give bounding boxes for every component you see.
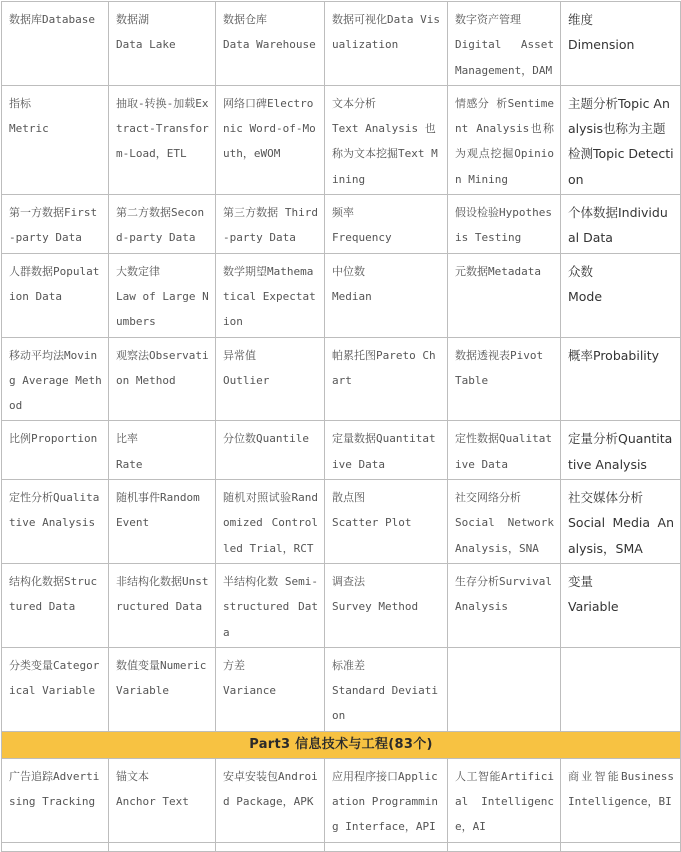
table-cell: 维度 Dimension — [561, 2, 681, 85]
table-cell: 主题分析Topic Analysis也称为主题检测Topic Detection — [561, 86, 681, 194]
table-cell: 第三方数据 Third-party Data — [216, 195, 325, 253]
table-cell: 标准差 Standard Deviation — [325, 648, 448, 731]
table-cell: 情感分 析Sentiment Analysis也称为观点挖掘Opinion Mining — [448, 86, 561, 194]
table-cell: 抽取-转换-加载Extract-Transform-Load，ETL — [109, 86, 216, 194]
table-row — [2, 195, 681, 254]
table-cell: 数学期望Mathematical Expectation — [216, 254, 325, 337]
table-cell: 非结构化数据Unstructured Data — [109, 564, 216, 647]
table-cell: 随机对照试验Randomized Controlled Trial，RCT — [216, 480, 325, 563]
table-cell: 网络口碑Electronic Word-of-Mouth，eWOM — [216, 86, 325, 194]
table-cell: 数据透视表Pivot Table — [448, 338, 561, 421]
table-cell — [448, 843, 561, 851]
table-cell: 人群数据Population Data — [2, 254, 109, 337]
table-cell: 方差 Variance — [216, 648, 325, 731]
table-cell: 结构化数据Structured Data — [2, 564, 109, 647]
table-cell: 指标 Metric — [2, 86, 109, 194]
table-cell — [561, 648, 681, 731]
table-cell: 异常值 Outlier — [216, 338, 325, 421]
table-cell: 数值变量Numeric Variable — [109, 648, 216, 731]
table-cell: 个体数据Individual Data — [561, 195, 681, 253]
table-cell: 安卓安装包Android Package，APK — [216, 759, 325, 842]
table-cell: 锚文本 Anchor Text — [109, 759, 216, 842]
table-cell: 定性分析Qualitative Analysis — [2, 480, 109, 563]
table-cell: 观察法Observation Method — [109, 338, 216, 421]
table-row — [2, 648, 681, 732]
table-cell: 概率Probability — [561, 338, 681, 421]
table-cell — [2, 843, 109, 851]
table-cell: 散点图 Scatter Plot — [325, 480, 448, 563]
table-cell: 文本分析 Text Analysis 也称为文本挖掘Text Mining — [325, 86, 448, 194]
table-row — [2, 564, 681, 648]
table-cell: 定性数据Qualitative Data — [448, 421, 561, 479]
table-row-partial — [2, 843, 681, 852]
table-cell: 定量分析Quantitative Analysis — [561, 421, 681, 479]
table-cell: 调查法 Survey Method — [325, 564, 448, 647]
table-cell: 比例Proportion — [2, 421, 109, 479]
table-cell: 定量数据Quantitative Data — [325, 421, 448, 479]
table-cell: 社交网络分析 Social Network Analysis，SNA — [448, 480, 561, 563]
table-cell: 第二方数据Second-party Data — [109, 195, 216, 253]
table-row — [2, 86, 681, 195]
table-cell: 广告追踪Advertising Tracking — [2, 759, 109, 842]
table-cell: 人工智能Artificial Intelligence，AI — [448, 759, 561, 842]
table-cell: 数字资产管理 Digital Asset Management，DAM — [448, 2, 561, 85]
table-row — [2, 480, 681, 564]
table-cell: 半结构化数 Semi-structured Data — [216, 564, 325, 647]
table-cell: 元数据Metadata — [448, 254, 561, 337]
table-cell: 大数定律 Law of Large Numbers — [109, 254, 216, 337]
table-cell: 众数 Mode — [561, 254, 681, 337]
section-header: Part3 信息技术与工程(83个) — [2, 732, 681, 758]
table-cell: 数据湖 Data Lake — [109, 2, 216, 85]
table-row — [2, 254, 681, 338]
table-cell: 随机事件Random Event — [109, 480, 216, 563]
table-cell: 生存分析Survival Analysis — [448, 564, 561, 647]
table-cell: 数据可视化Data Visualization — [325, 2, 448, 85]
table-row — [2, 2, 681, 86]
table-cell — [109, 843, 216, 851]
table-cell: 变量 Variable — [561, 564, 681, 647]
table-cell: 第一方数据First-party Data — [2, 195, 109, 253]
table-cell — [448, 648, 561, 731]
table-cell: 分类变量Categorical Variable — [2, 648, 109, 731]
table-cell: 分位数Quantile — [216, 421, 325, 479]
table-row — [2, 421, 681, 480]
table-cell: 商业智能Business Intelligence，BI — [561, 759, 681, 842]
table-cell: 社交媒体分析 Social Media Analysis，SMA — [561, 480, 681, 563]
table-cell: 帕累托图Pareto Chart — [325, 338, 448, 421]
table-cell: 假设检验Hypothesis Testing — [448, 195, 561, 253]
table-cell: 比率 Rate — [109, 421, 216, 479]
section-header-row — [2, 732, 681, 759]
table-cell: 数据仓库 Data Warehouse — [216, 2, 325, 85]
table-cell: 移动平均法Moving Average Method — [2, 338, 109, 421]
table-cell: 频率 Frequency — [325, 195, 448, 253]
table-row — [2, 759, 681, 843]
glossary-table — [1, 1, 681, 852]
table-cell: 数据库Database — [2, 2, 109, 85]
table-cell — [325, 843, 448, 851]
table-cell: 中位数 Median — [325, 254, 448, 337]
table-cell — [216, 843, 325, 851]
table-row — [2, 338, 681, 422]
table-cell — [561, 843, 681, 851]
table-cell: 应用程序接口Application Programming Interface，API — [325, 759, 448, 842]
